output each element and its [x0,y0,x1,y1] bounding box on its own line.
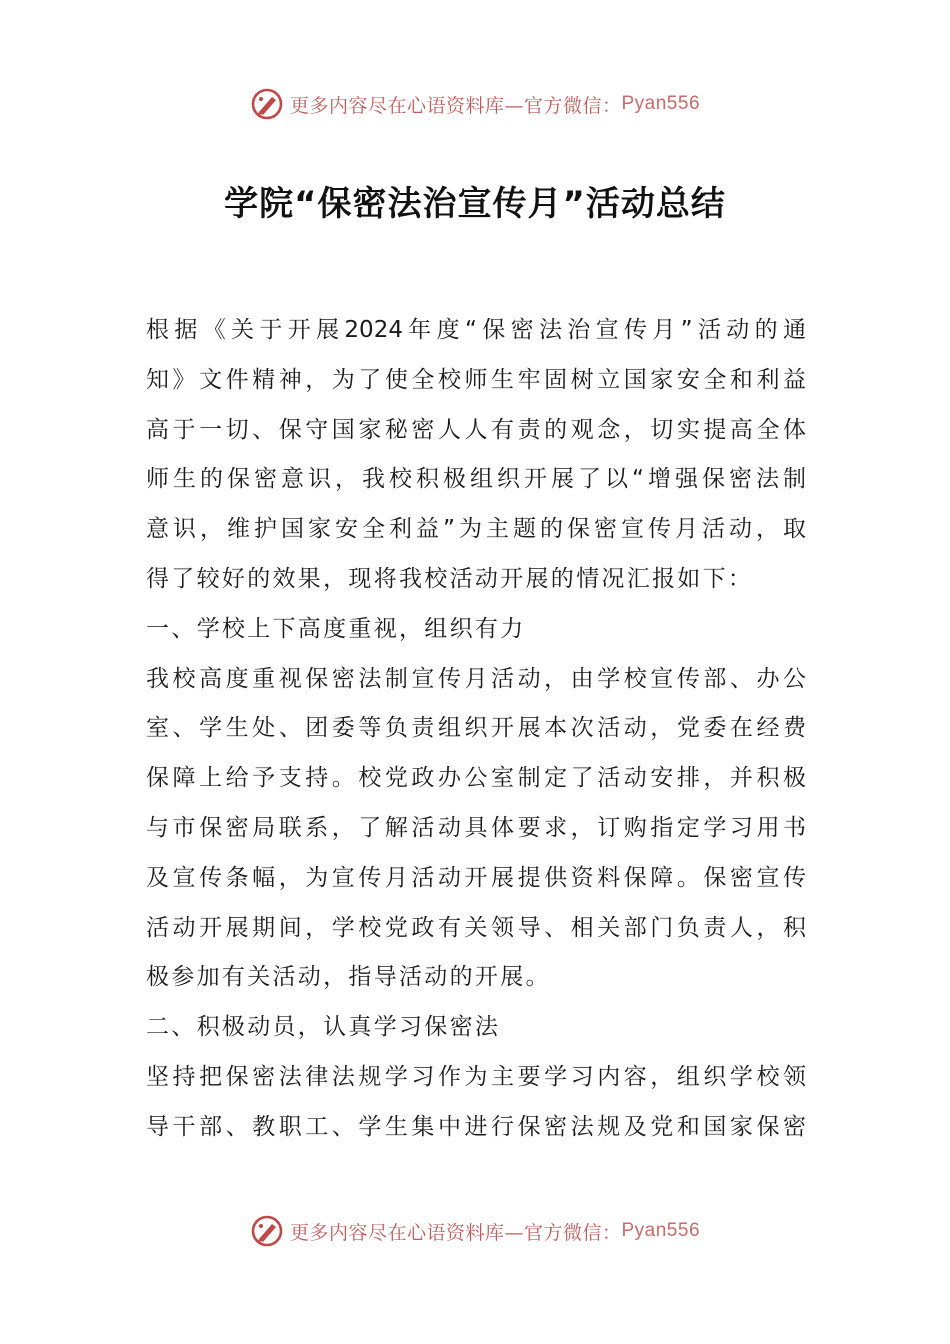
pen-logo-icon [250,1214,284,1248]
body-line: 与市保密局联系，了解活动具体要求，订购指定学习用书 [146,814,806,841]
watermark-text: 更多内容尽在心语资料库—官方微信： [289,1221,622,1244]
body-line: 保障上给予支持。校党政办公室制定了活动安排，并积极 [146,765,806,792]
section-heading: 二、积极动员，认真学习保密法 [146,1014,501,1041]
body-line: 意识，维护国家安全利益”为主题的保密宣传月活动，取 [146,516,806,543]
body-line: 师生的保密意识，我校积极组织开展了以“增强保密法制 [146,466,806,493]
body-line: 活动开展期间，学校党政有关领导、相关部门负责人，积 [146,914,806,941]
watermark-id: Pyan556 [621,1220,701,1241]
body-line: 知》文件精神，为了使全校师生牢固树立国家安全和利益 [146,366,806,393]
body-line: 室、学生处、团委等负责组织开展本次活动，党委在经费 [146,715,806,742]
watermark-footer [0,1211,950,1251]
body-line: 极参加有关活动，指导活动的开展。 [146,964,551,991]
body-line: 得了较好的效果，现将我校活动开展的情况汇报如下： [146,565,754,592]
document-title: 学院“保密法治宣传月”活动总结 [224,184,726,224]
watermark-text: 更多内容尽在心语资料库—官方微信： [289,94,622,117]
body-line: 及宣传条幅，为宣传月活动开展提供资料保障。保密宣传 [146,864,806,891]
body-line: 高于一切、保守国家秘密人人有责的观念，切实提高全体 [146,416,806,443]
body-line: 坚持把保密法律法规学习作为主要学习内容，组织学校领 [146,1063,806,1090]
watermark-header [0,84,950,124]
document-body [146,306,806,1153]
watermark-id: Pyan556 [621,93,701,114]
body-line: 根据《关于开展2024年度“保密法治宣传月”活动的通 [146,317,806,343]
body-line: 导干部、教职工、学生集中进行保密法规及党和国家保密 [146,1113,806,1140]
pen-logo-icon [250,87,284,121]
section-heading: 一、学校上下高度重视，组织有力 [146,615,526,642]
body-line: 我校高度重视保密法制宣传月活动，由学校宣传部、办公 [146,665,806,692]
